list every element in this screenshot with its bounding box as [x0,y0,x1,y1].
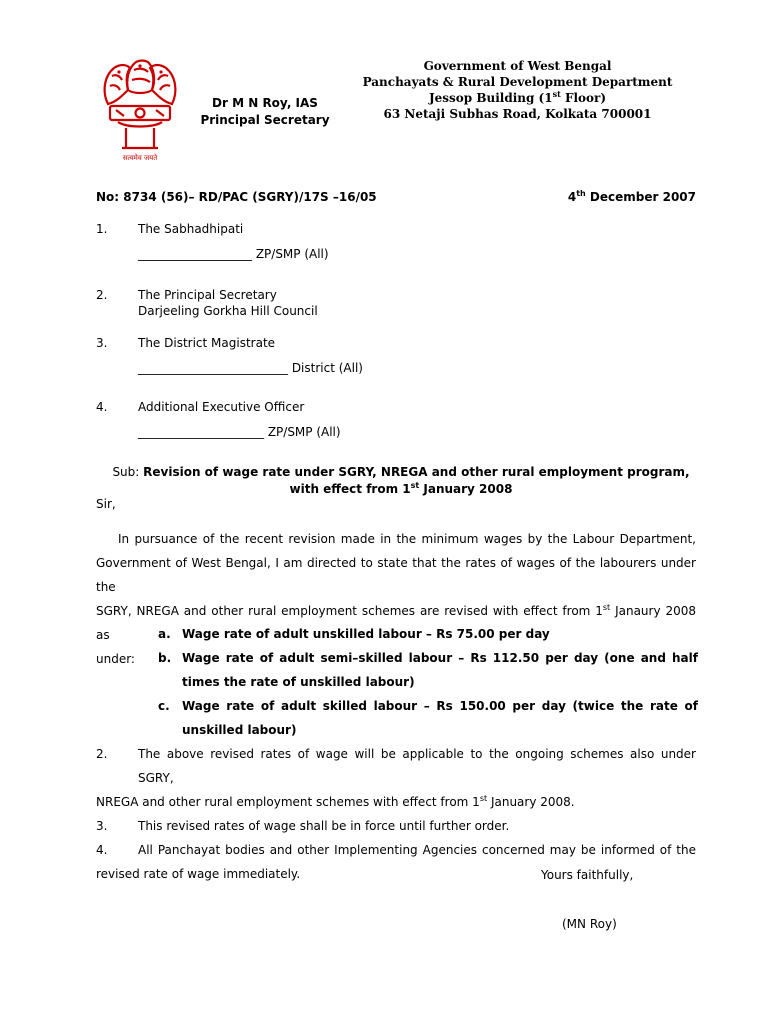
officer-title: Principal Secretary [200,113,330,127]
body-line: under: [96,652,135,666]
subject-line-1: Sub: Revision of wage rate under SGRY, NREGA and other rural employment program, [112,465,690,479]
wage-rate-list [158,622,698,742]
recipient-number: 2. [96,288,108,302]
recipient-title: The Principal Secretary [138,288,277,302]
body-line: Government of West Bengal, I am directed to state that the rates of wages of the labourers under the [96,556,696,594]
body-line: 2. The above revised rates of wage will be applicable to the ongoing schemes also under SGRY, [96,747,696,785]
recipient-title: Additional Executive Officer [138,400,305,414]
signature-name: (MN Roy) [562,917,617,931]
org-line-2: Panchayats & Rural Development Department [362,75,673,89]
recipient-number: 1. [96,222,108,236]
body-line: revised rate of wage immediately. [96,867,301,881]
org-line-3: Jessop Building (1st Floor) [428,89,607,105]
closing-yours-faithfully: Yours faithfully, [541,868,634,882]
recipient-designation: ___________________ ZP/SMP (All) [138,247,329,261]
body-line: SGRY, NREGA and other rural employment schemes are revised with effect from 1st Janaury 2008 as [96,603,696,642]
recipient-number: 4. [96,400,108,414]
org-address: 63 Netaji Subhas Road, Kolkata 700001 [383,107,652,121]
org-line-1: Government of West Bengal [423,59,612,73]
memo-number: No: 8734 (56)– RD/PAC (SGRY)/17S –16/05 [96,190,377,204]
officer-block [190,95,340,129]
wage-item-a: a. Wage rate of adult unskilled labour – Rs 75.00 per day [158,627,550,641]
subject-line-2: with effect from 1st January 2008 [289,481,513,496]
department-header [345,58,690,122]
subject [96,464,706,498]
body-line: NREGA and other rural employment schemes with effect from 1st January 2008. [96,794,575,809]
body-line: In pursuance of the recent revision made in the minimum wages by the Labour Department, [118,532,696,546]
recipient-title: The Sabhadhipati [138,222,244,236]
memo-date: 4th December 2007 [567,189,696,204]
body-paragraph-2 [96,742,696,886]
recipient-designation: _____________________ ZP/SMP (All) [138,425,341,439]
ashoka-lions-icon [92,52,188,168]
wage-item-b: b. Wage rate of adult semi–skilled labour – Rs 112.50 per day (one and half times the rate of unskilled labour) [158,651,698,689]
recipient-designation: Darjeeling Gorkha Hill Council [138,304,318,318]
recipient-designation: _________________________ District (All) [138,361,363,375]
body-line: 3. This revised rates of wage shall be in force until further order. [96,819,510,833]
salutation: Sir, [96,497,116,511]
wage-item-c: c. Wage rate of adult skilled labour – Rs 150.00 per day (twice the rate of unskilled labour) [158,699,698,737]
recipient-title: The District Magistrate [138,336,276,350]
emblem-motto: सत्यमेव जयते [122,154,158,162]
recipient-number: 3. [96,336,108,350]
officer-name: Dr M N Roy, IAS [212,96,318,110]
body-line: 4. All Panchayat bodies and other Implementing Agencies concerned may be informed of the [96,843,696,857]
state-emblem [92,52,188,168]
